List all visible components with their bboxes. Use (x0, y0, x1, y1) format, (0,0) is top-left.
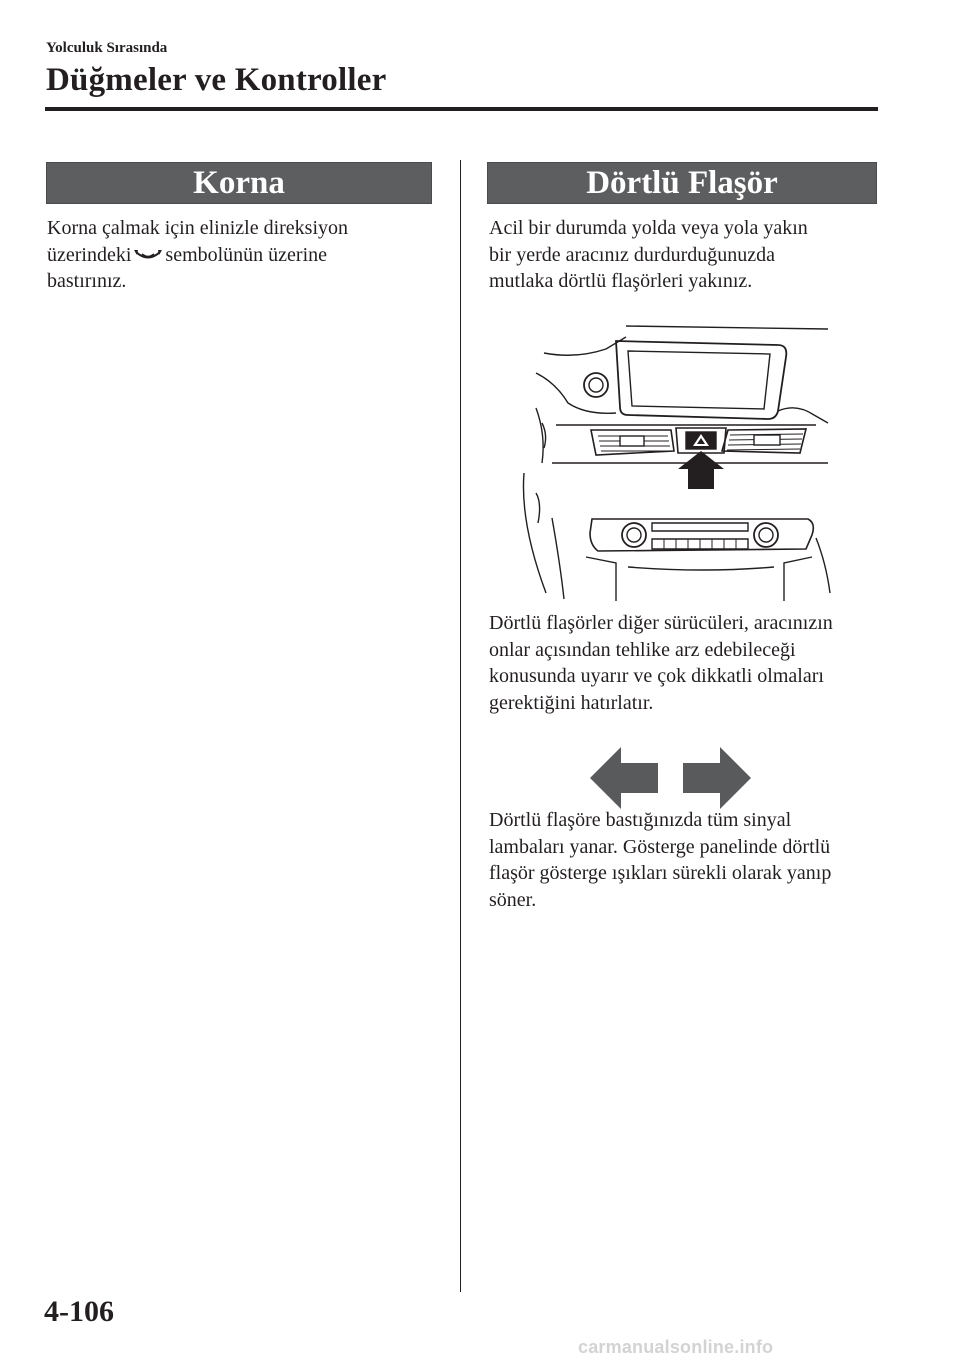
column-divider (460, 160, 461, 1292)
korna-line: bastırınız. (47, 270, 127, 292)
section-heading-flasor: Dörtlü Flaşör (487, 162, 877, 204)
paragraph-line: lambaları yanar. Gösterge panelinde dörtlü (489, 835, 831, 858)
paragraph-line: Dörtlü flaşöre bastığınızda tüm sinyal (489, 809, 792, 831)
flasor-paragraph-2 (489, 610, 889, 716)
paragraph-line: bir yerde aracınız durdurduğunuzda (489, 243, 775, 266)
korna-line: Korna çalmak için elinizle direksiyon (47, 217, 349, 239)
horn-icon (133, 249, 163, 263)
hazard-switch-dashboard-illustration (516, 323, 832, 601)
paragraph-line: Dörtlü flaşörler diğer sürücüleri, aracınızın (489, 612, 833, 634)
paragraph-line: konusunda uyarır ve çok dikkatli olmaları (489, 665, 824, 687)
paragraph-line: gerektiğini hatırlatır. (489, 691, 654, 714)
turn-signal-arrows-icon (588, 745, 753, 811)
title-rule (45, 107, 878, 111)
korna-paragraph (47, 215, 437, 295)
flasor-paragraph-3 (489, 807, 889, 913)
paragraph-line: onlar açısından tehlike arz edebileceği (489, 638, 796, 661)
breadcrumb: Yolculuk Sırasında (46, 40, 168, 56)
page-title: Düğmeler ve Kontroller (46, 62, 387, 98)
page-number: 4-106 (44, 1295, 114, 1328)
section-heading-korna: Korna (46, 162, 432, 204)
watermark: carmanualsonline.info (578, 1337, 774, 1357)
korna-line-start: üzerindeki (47, 243, 132, 266)
paragraph-line: Acil bir durumda yolda veya yola yakın (489, 217, 808, 239)
korna-line-end: sembolünün üzerine (165, 243, 328, 266)
paragraph-line: flaşör gösterge ışıkları sürekli olarak yanıp (489, 862, 832, 884)
flasor-paragraph-1 (489, 215, 879, 295)
paragraph-line: mutlaka dörtlü flaşörleri yakınız. (489, 270, 753, 292)
paragraph-line: söner. (489, 888, 537, 911)
korna-line (47, 242, 437, 269)
